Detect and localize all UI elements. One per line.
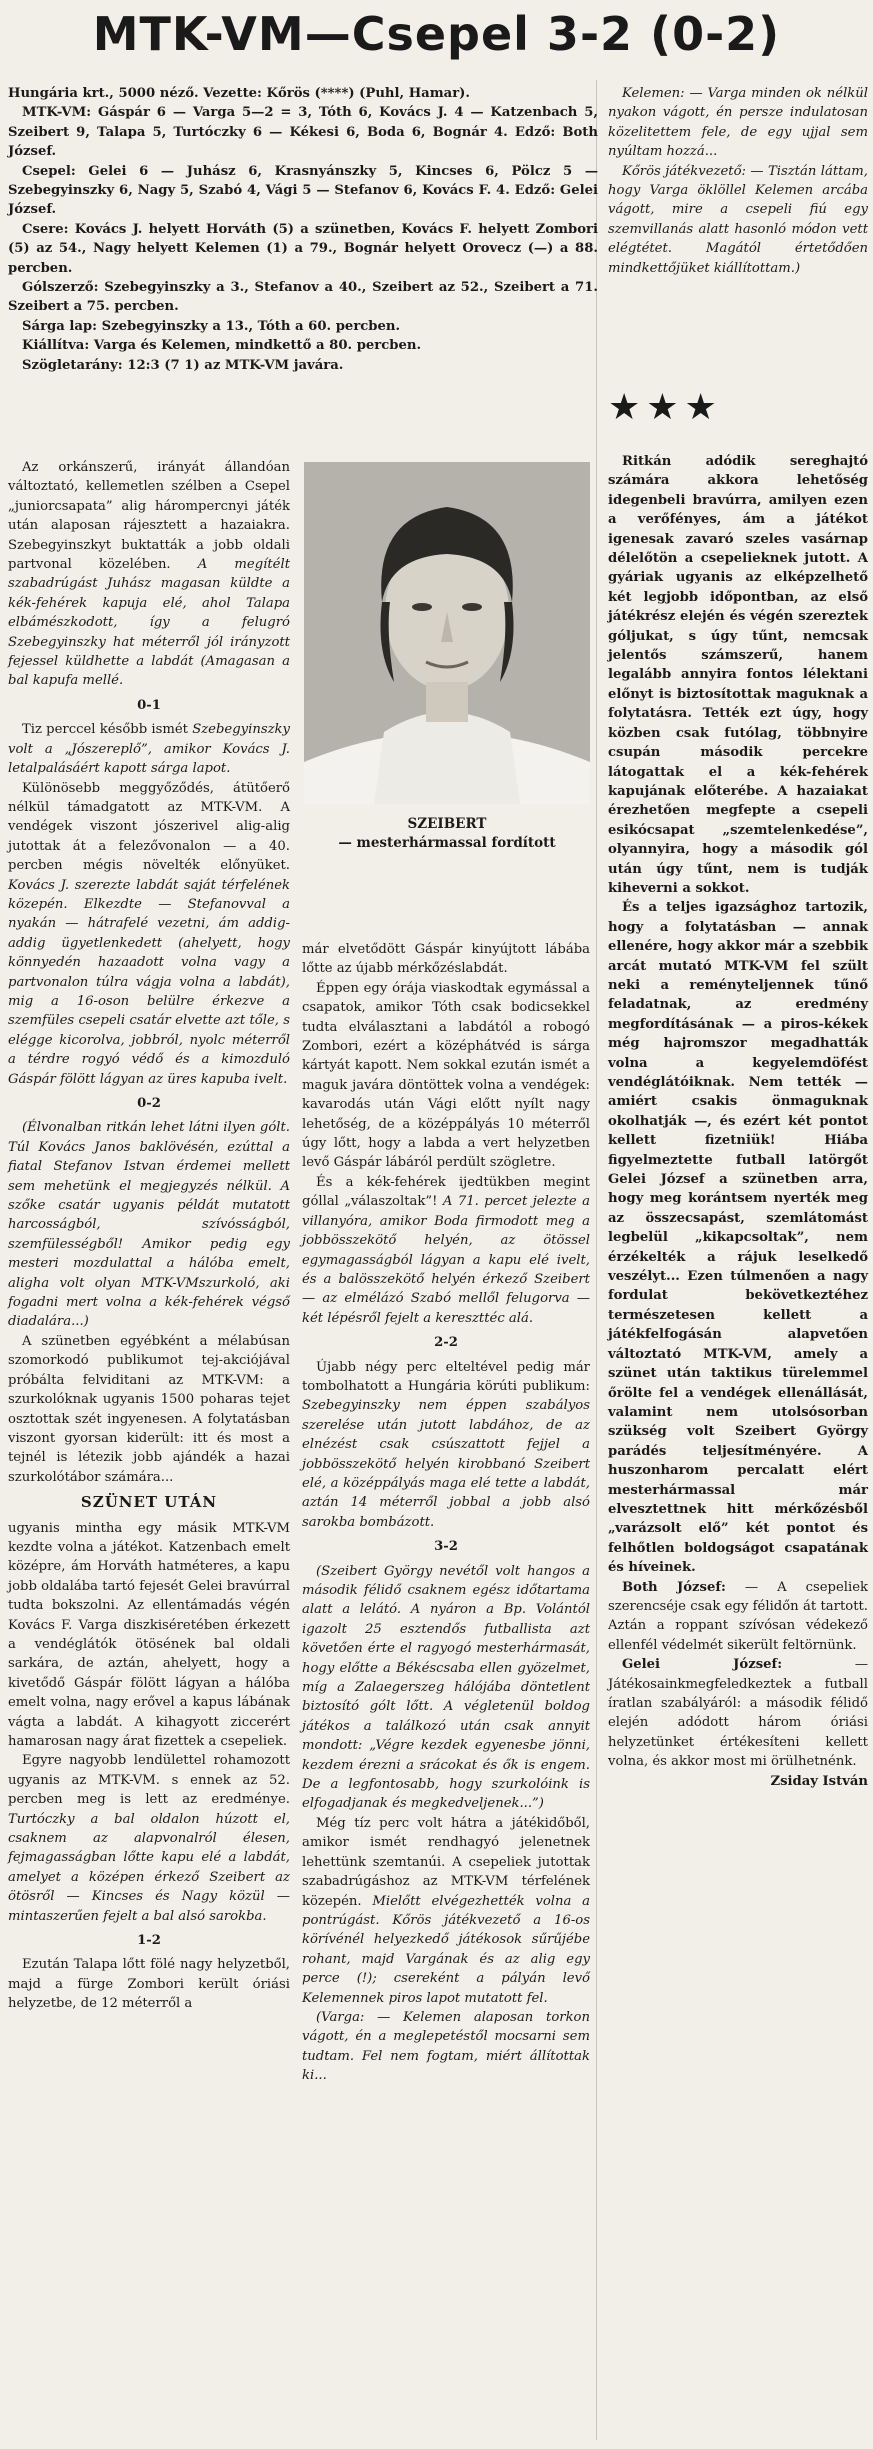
section-subhead: SZÜNET UTÁN xyxy=(80,1493,218,1512)
paragraph: Még tíz perc volt hátra a játékidőből, amikor ismét rendhagyó jelenetnek lehettünk szemtanúi. A csepeliek jutottak szabadrúgáshoz az MTK-VM térfelének közepén. Mielőtt elvégezhették volna a pontrúgást. Kőrös játékvezető a 16-os körívénél helyezkedő játékosok sűrűjébe rohant, majd Vargának és az alig egy perce (!); csereként a pályán levő Kelemennek piros lapot mutatott fel. xyxy=(302,1815,590,2006)
article-column-3-continued xyxy=(608,452,868,1791)
paragraph: ugyanis mintha egy másik MTK-VM kezdte volna a játékot. Katzenbach emelt középre, ám Horváth hatméteres, a kapu jobb oldalába tartó fejesét Gelei bravúrral tudta bokszolni. Az ellentámadás végén Kovács F. Varga diszkiséretében érkezett a vendéglátók ötösének bal oldali sarkára, de aztán, ahelyett, hogy a kivetődő Gáspár fölött lágyan a hálóba emelt volna, nagy erővel a kapus lábának vágta a labdát. A kihagyott ziccerért hamarosan nagy árat fizettek a csepeliek. xyxy=(8,1520,290,1749)
info-scorers: Gólszerző: Szebegyinszky a 3., Stefanov a 40., Szeibert az 52., Szeibert a 71. Szeibert a 75. percben. xyxy=(8,280,598,315)
headline: MTK-VM—Csepel 3-2 (0-2) xyxy=(92,7,781,61)
author-signature: Zsiday István xyxy=(770,1773,868,1789)
info-venue: Hungária krt., 5000 néző. Vezette: Kőrös (****) (Puhl, Hamar). xyxy=(8,86,470,101)
paragraph: És a kék-fehérek ijedtükben megint góllal „válaszoltak”! A 71. percet jelezte a villanyóra, amikor Boda firmodott meg a jobbösszekötő helyén, az ötössel egymagasságból lágyan a kapu elé ivelt, és a balösszekötő helyén érkező Szeibert — az elmélázó Szabó mellől felugorva — két lépésről fejelt a kereszttéc alá. xyxy=(302,1174,590,1326)
paragraph: Kőrös játékvezető: — Tisztán láttam, hogy Varga öklöllel Kelemen arcába vágott, mire a csepeli fiú egy szemvillanás alatt hasonló módon vett elégtétet. Magától értetődően mindkettőjüket kiállítottam.) xyxy=(608,163,868,276)
caption-description: — mesterhármassal fordított xyxy=(338,835,556,851)
info-lineup-mtk: MTK-VM: Gáspár 6 — Varga 5—2 = 3, Tóth 6, Kovács J. 4 — Katzenbach 5, Szeibert 9, Talapa 5, Turtóczky 6 — Kékesi 6, Boda 6, Bognár 4. Edző: Both József. xyxy=(8,105,598,160)
score-marker: 0-2 xyxy=(137,1096,161,1111)
article-column-3 xyxy=(608,84,868,278)
section-stars-divider: ★★★ xyxy=(608,387,723,428)
paragraph: Ritkán adódik sereghajtó számára akkora lehetőség idegenbeli bravúrra, amilyen ezen a verőfényes, ám a játékot igenesak zavaró szeles vasárnap délelőtön a csepelieknek jutott. A gyáriak ugyanis az elképzelhető két legjobb időpontban, az első játékrész elején és végén szereztek góljukat, s úgy tűnt, nemcsak jelentős számszerű, hanem legalább annyira fontos lélektani előnyt is biztosítottak maguknak a folytatásra. Tették ezt úgy, hogy közben csak futólag, többnyire csupán második percekre látogattak el a kék-fehérek kapujának előterébe. A hazaiakat érezhetően megfepte a csepeli esikócsapat „szemtelenkedése”, olyannyira, hogy a második gól után úgy tűnt, nem is tudják kiheverni a sokkot. xyxy=(608,454,868,896)
paragraph: Az orkánszerű, irányát állandóan változtató, kellemetlen szélben a Csepel „juniorcsapata” alig hárompercnyi játék után alaposan rájesztett a hazaiakra. Szebegyinszkyt buktatták a jobb oldali partvonal közelében. A megítélt szabadrúgást Juhász magasan küldte a kék-fehérek kapuja elé, ahol Talapa elbámészkodott, így a felugró Szebegyinszky hat méterről jól irányzott fejessel küldhette a labdát (Amagasan a bal kapufa mellé. xyxy=(8,460,290,689)
info-yellow-cards: Sárga lap: Szebegyinszky a 13., Tóth a 60. percben. xyxy=(22,318,401,334)
score-marker: 2-2 xyxy=(434,1335,458,1351)
player-portrait-image xyxy=(304,462,590,804)
info-sent-off: Kiállítva: Varga és Kelemen, mindkettő a 80. percben. xyxy=(22,338,422,354)
quote-paragraph: Both József: — A csepeliek szerencséje csak egy félidőn át tartott. Aztán a roppant szívósan védekező ellenfél védelmét sikerült feltörnünk. xyxy=(608,1579,869,1653)
paragraph: Tiz perccel később ismét Szebegyinszky volt a „Jószereplő”, amikor Kovács J. letalpalásáért kapott sárga lapot. xyxy=(8,722,290,777)
caption-name: SZEIBERT xyxy=(407,816,487,832)
player-photo xyxy=(304,462,590,804)
photo-caption xyxy=(304,815,590,853)
info-corners: Szögletarány: 12:3 (7 1) az MTK-VM javára. xyxy=(22,357,344,373)
score-marker: 1-2 xyxy=(137,1933,161,1949)
paragraph: Különösebb meggyőződés, átütőerő nélkül támadgatott az MTK-VM. A vendégek viszont jószerivel alig-alig jutottak át a felezővonalon — a 40. percben mégis növelték előnyüket. Kovács J. szerezte labdát saját térfelének közepén. Elkezdte — Stefanovval a nyakán — hátrafelé vezetni, ám addig-addig ügyetlenkedett (ahelyett, hogy könnyedén hazaadott volna vagy a partvonalon túlra vágja volna a labdát), mig a 16-oson belülre érkezve a szemfüles csepeli csatár elvette azt tőle, s elégge kicorolva, jobbról, nyolc méterről a térdre rogyó védő és a kimozduló Gáspár fölött lágyan az üres kapuba ivelt. xyxy=(8,780,290,1087)
info-substitutions: Csere: Kovács J. helyett Horváth (5) a szünetben, Kovács F. helyett Zombori (5) az 54., Nagy helyett Kelemen (1) a 79., Bognár helyett Orovecz (—) a 88. percben. xyxy=(8,221,598,276)
paragraph: (Élvonalban ritkán lehet látni ilyen gólt. Túl Kovács Janos baklövésén, ezúttal a fiatal Stefanov Istvan érdemei mellett sem mehetünk el megjegyzés nélkül. A szőke csatár ugyanis példát mutatott harcosságból, szívósságból, szemfülességből! Amikor pedig egy mesteri mozdulattal a hálóba emelt, aligha volt olyan MTK-VMszurkoló, aki fogadni mert volna a kék-fehérek végső diadalára...) xyxy=(8,1120,290,1330)
quote-paragraph: Gelei József: — Játékosainkmegfeledkeztek a futball íratlan szabályáról: a második félidő elején adódott három óriási helyzetünket értékesíteni kellett volna, és akkor most mi örülhetnénk. xyxy=(608,1657,868,1770)
paragraph: Újabb négy perc elteltével pedig már tombolhatott a Hungária körúti publikum: Szebegyinszky nem éppen szabályos szerelése után jutott labdához, de az elnézést csak csúszattott fejjel a jobbösszekötő helyén kirobbanó Szeibert elé, a középpályás maga elé tette a labdát, aztán 14 méterről jobbal a jobb alsó sarokba bombázott. xyxy=(302,1359,590,1530)
paragraph: És a teljes igazsághoz tartozik, hogy a folytatásban — annak ellenére, hogy akkor már a szebbik arcát mutató MTK-VM fel szült neki a reményteljennek tűnő feladatnak, az eredmény megfordításának — a piros-kékek még hajromszor megadhatták volna a kegyelemdöfést vendéglátóiknak. Nem tették — amiért csakis önmaguknak okolhatják —, és ezért két pontot kellett fizetniük! Hiába figyelmeztette futball latörgőt Gelei József a szünetben arra, hogy meg korántsem nyerték meg az összecsapást, szemlátomást legbelül „kikapcsoltak”, nem érzékelték a rájuk leselkedő veszélyt... Ezen túlmenően a nagy fordulat bekövetkeztéhez természetesen kellett a játékfelfogásán alapvetően változtató MTK-VM, amely a szünet után taktikus türelemmel őrölte fel a vendégek ellenállását, valamint nem utolsósorban szükség volt Szeibert György parádés teljesítményére. A huszonharom percalatt elért mesterhármassal már elvesztettnek hitt mérkőzésből „varázsolt elő” két pontot és felhőtlen boldogságot csapatának és híveinek. xyxy=(608,900,868,1576)
info-lineup-csepel: Csepel: Gelei 6 — Juhász 6, Krasnyánszky 5, Kincses 6, Pölcz 5 — Szebegyinszky 6, Nagy 5, Szabó 4, Vági 5 — Stefanov 6, Kovács F. 4. Edző: Gelei József. xyxy=(8,163,598,218)
paragraph: már elvetődött Gáspár kinyújtott lábába lőtte az újabb mérkőzéslabdát. xyxy=(302,942,590,977)
paragraph: Éppen egy órája viaskodtak egymással a csapatok, amikor Tóth csak bodicsekkel tudta elválasztani a labdától a robogó Zombori, ezért a középhátvéd is sárga kártyát kapott. Nem sokkal ezután ismét a maguk javára döntöttek volna a vendégek: kavarodás után Vági előtt nyílt nagy lehetőség, de a középpályás 10 méterről úgy lőtt, hogy a labda a vert helyzetben levő Gáspár lábáról perdült szögletre. xyxy=(302,980,590,1171)
score-marker: 3-2 xyxy=(434,1539,458,1555)
paragraph: Egyre nagyobb lendülettel rohamozott ugyanis az MTK-VM. s ennek az 52. percben meg is lett az eredménye. Turtóczky a bal oldalon húzott el, csaknem az alapvonalról élesen, fejmagasságban lőtte kapu elé a labdát, amelyet a középen érkező Szeibert az ötösről — Kincses és Nagy közül — mintaszerűen fejelt a bal alsó sarokba. xyxy=(8,1753,290,1924)
paragraph: (Varga: — Kelemen alaposan torkon vágott, én a meglepetéstől mocsarni sem tudtam. Fel nem fogtam, miért állítottak ki... xyxy=(302,2009,590,2084)
article-column-1 xyxy=(8,458,290,2014)
paragraph: (Szeibert György nevétől volt hangos a második félidő csaknem egész időtartama alatt a lelátó. A nyáron a Bp. Volántól igazolt 25 esztendős futballista azt követően érte el ragyogó mesterhármasát, hogy előtte a Békéscsaba ellen gyözelmet, míg a Zalaegerszeg hálójába döntetlent biztosító gólt lőtt. A végletenül boldog játékos a találkozó után csak annyit mondott: „Végre kezdek egyenesbe jönni, kezdem érezni a srácokat és ők is engem. De a legfontosabb, hogy szurkolóink is elfogadjanak és megkedveljenek...”) xyxy=(302,1563,590,1812)
article-column-2 xyxy=(302,940,590,2086)
match-info-box xyxy=(8,84,598,375)
paragraph: A szünetben egyébként a mélabúsan szomorkodó publikumot tej-akciójával próbálta felviditani az MTK-VM: a szurkolóknak ugyanis 1500 poharas tejet osztottak szét ingyenesen. A folytatásban viszont gyorsan kiderült: itt és most a tejnél is létezik jobb ajándék a hazai szurkolótábor számára... xyxy=(8,1333,290,1485)
paragraph: Kelemen: — Varga minden ok nélkül nyakon vágott, én persze indulatosan közelitettem fele, de egy ujjal sem nyúltam hozzá... xyxy=(608,86,868,160)
column-divider xyxy=(596,80,597,2440)
score-marker: 0-1 xyxy=(137,697,161,713)
paragraph: Ezután Talapa lőtt fölé nagy helyzetből, majd a fürge Zombori került óriási helyzetbe, de 12 méterről a xyxy=(8,1957,290,2012)
